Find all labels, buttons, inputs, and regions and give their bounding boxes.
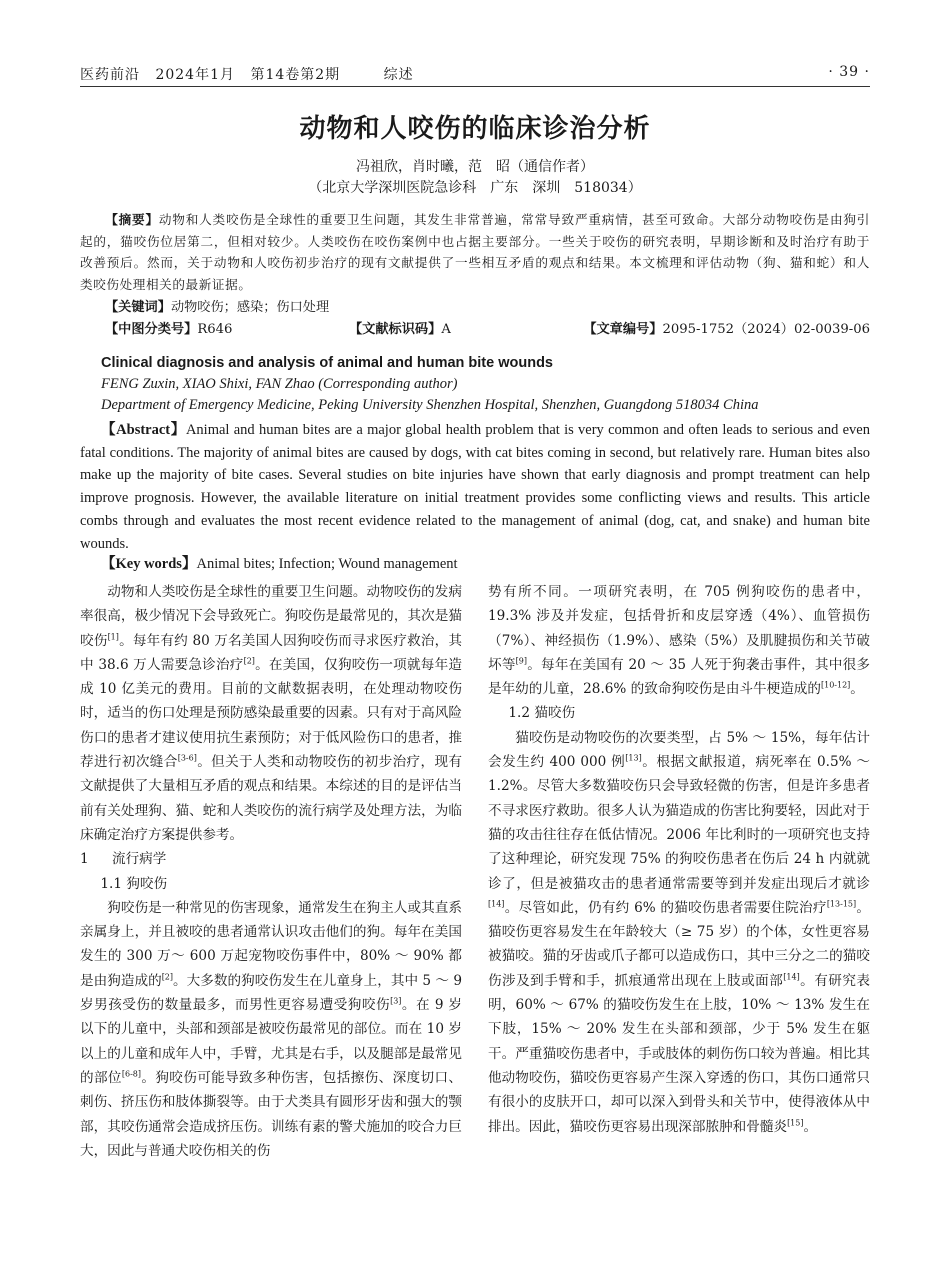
english-abstract-text: Animal and human bites are a major global health problem that is very common and often leads to serious and even fatal conditions. The majority of animal bites are caused by dogs, with cat bites coming in second, but relatively rare. Human bites also make up the majority of bite cases. Several studies on bite injuries have shown that early diagnosis and prompt treatment can help improve prognosis. However, the available literature on initial treatment provides some conflicting views and results. This article combs through and evaluates the most recent evidence related to the management of animal (dog, cat, and snake) and human bite wounds. [80, 422, 870, 552]
intro-paragraph: 动物和人类咬伤是全球性的重要卫生问题。动物咬伤的发病率很高，极少情况下会导致死亡。狗咬伤是最常见的，其次是猫咬伤[1]。每年有约 80 万名美国人因狗咬伤而寻求医疗救治，其中 38.6 万人需要急诊治疗[2]。在美国，仅狗咬伤一项就每年造成 10 亿美元的费用。目前的文献数据表明，在处理动物咬伤时，适当的伤口处理是预防感染最重要的因素。只有对于高风险伤口的患者才建议使用抗生素预防；对于低风险伤口的患者，推荐进行初次缝合[3-6]。但关于人类和动物咬伤的初步治疗，现有文献提供了大量相互矛盾的观点和结果。本综述的目的是评估当前有关处理狗、猫、蛇和人类咬伤的流行病学及处理方法，为临床确定治疗方案提供参考。 [80, 584, 463, 843]
english-keywords-label: 【Key words】 [101, 556, 197, 572]
citation-ref: [6-8] [121, 1069, 141, 1079]
column-name: 综述 [383, 67, 414, 83]
english-abstract [80, 419, 870, 555]
section-number: 1 [80, 851, 89, 868]
section-heading [80, 847, 462, 871]
body-columns [80, 580, 870, 1220]
citation-ref: [2] [243, 656, 255, 666]
clc-label: 【中图分类号】 [105, 322, 198, 337]
dog-bite-paragraph: 狗咬伤是一种常见的伤害现象，通常发生在狗主人或其直系亲属身上，并且被咬的患者通常认识攻击他们的狗。每年在美国发生的 300 万～ 600 万起宠物咬伤事件中，80% ～ 90% 都是由狗造成的[2]。大多数的狗咬伤发生在儿童身上，其中 5 ～ 9 岁男孩受伤的数量最多，而男性更容易遭受狗咬伤[3]。在 9 岁以下的儿童中，头部和颈部是被咬伤最常见的部位。而在 10 岁以上的儿童和成年人中，手臂，尤其是右手，以及腿部是最常见的部位[6-8]。狗咬伤可能导致多种伤害，包括擦伤、深度切口、刺伤、挤压伤和肢体撕裂等。由于犬类具有圆形牙齿和强大的颚部，其咬伤通常会造成挤压伤。训练有素的警犬施加的咬合力巨大，因此与普通犬咬伤相关的伤 [80, 899, 463, 1159]
keywords-cn-text: 动物咬伤；感染；伤口处理 [170, 300, 330, 315]
keywords-cn-label: 【关键词】 [105, 300, 171, 315]
citation-ref: [3] [390, 996, 402, 1006]
dog-bite-continued: 势有所不同。一项研究表明，在 705 例狗咬伤的患者中，19.3% 涉及并发症，包括骨折和皮层穿透（4%）、血管损伤（7%）、神经损伤（1.9%）、感染（5%）及肌腱损伤和关节破坏等[9]。每年在美国有 20 ～ 35 人死于狗袭击事件，其中很多是年幼的儿童，28.6% 的致命狗咬伤是由斗牛梗造成的[10-12]。 [488, 584, 870, 698]
english-title: Clinical diagnosis and analysis of animal and human bite wounds [101, 355, 553, 371]
citation-ref: [1] [107, 632, 119, 642]
issue-date: 2024年1月 [155, 67, 235, 83]
doc-label: 【文献标识码】 [349, 322, 442, 337]
journal-name: 医药前沿 [80, 67, 140, 83]
running-header [80, 62, 870, 87]
article-value: 2095-1752（2024）02-0039-06 [662, 322, 870, 337]
english-affiliation: Department of Emergency Medicine, Peking University Shenzhen Hospital, Shenzhen, Guangdong 518034 China [101, 397, 759, 413]
citation-ref: [10-12] [820, 680, 851, 690]
clc-value: R646 [197, 322, 233, 337]
abstract-cn [80, 209, 870, 295]
article-label: 【文章编号】 [583, 322, 663, 337]
citation-ref: [15] [787, 1118, 804, 1127]
citation-ref: [3-6] [177, 753, 197, 763]
affiliation: （北京大学深圳医院急诊科 广东 深圳 518034） [308, 180, 642, 196]
clc-number [105, 319, 232, 341]
document-code [349, 319, 451, 341]
abstract-cn-text: 动物和人类咬伤是全球性的重要卫生问题，其发生非常普遍，常常导致严重病情，甚至可致命。大部分动物咬伤是由狗引起的，猫咬伤位居第二，但相对较少。人类咬伤在咬伤案例中也占据主要部分。一些关于咬伤的研究表明，早期诊断和及时治疗有助于改善预后。然而，关于动物和人咬伤初步治疗的现有文献提供了一些相互矛盾的观点和结果。本文梳理和评估动物（狗、猫和蛇）和人类咬伤处理相关的最新证据。 [80, 212, 870, 292]
citation-ref: [9] [515, 656, 527, 666]
citation-ref: [14] [783, 972, 800, 982]
subsection-heading: 1.1 狗咬伤 [100, 875, 168, 892]
english-keywords-text: Animal bites; Infection; Wound management [196, 556, 458, 572]
author-list: 冯祖欣，肖时曦，范 昭（通信作者） [356, 159, 594, 175]
article-title: 动物和人咬伤的临床诊治分析 [299, 114, 651, 144]
english-keywords [101, 552, 458, 573]
journal-page [80, 0, 870, 1280]
volume-issue: 第14卷第2期 [250, 67, 341, 83]
section-title: 流行病学 [112, 851, 167, 868]
english-authors: FENG Zuxin, XIAO Shixi, FAN Zhao (Corresponding author) [101, 376, 458, 392]
cat-bite-paragraph: 猫咬伤是动物咬伤的次要类型，占 5% ～ 15%，每年估计会发生约 400 000 例[13]。根据文献报道，病死率在 0.5% ～ 1.2%。尽管大多数猫咬伤只会导致轻微的伤害，但是许多患者不寻求医疗救助。很多人认为猫造成的伤害比狗要轻，因此对于猫的攻击往往存在低估情况。2006 年比利时的一项研究也支持了这种理论，研究发现 75% 的狗咬伤患者在伤后 24 h 内就就诊了，但是被猫攻击的患者通常需要等到并发症出现后才就诊[14]。尽管如此，仍有约 6% 的猫咬伤患者需要住院治疗[13-15]。猫咬伤更容易发生在年龄较大（≥ 75 岁）的个体，女性更容易被猫咬。猫的牙齿或爪子都可以造成伤口，其中三分之二的猫咬伤涉及到手臂和手，抓痕通常出现在上肢或面部[14]。有研究表明，60% ～ 67% 的猫咬伤发生在上肢，10% ～ 13% 发生在下肢，15% ～ 20% 发生在头部和颈部，少于 5% 发生在躯干。严重猫咬伤患者中，手或肢体的刺伤伤口较为普遍。相比其他动物咬伤，猫咬伤更容易产生深入穿透的伤口，其伤口通常只有很小的皮肤开口，却可以深入到骨头和关节中，使得液体从中排出。因此，猫咬伤更容易出现深部脓肿和骨髓炎[15]。 [488, 729, 871, 1135]
left-column [80, 580, 462, 1163]
citation-ref: [14] [488, 899, 505, 909]
subsection-heading: 1.2 猫咬伤 [508, 705, 576, 722]
article-number [583, 319, 870, 341]
doc-value: A [441, 322, 451, 337]
citation-ref: [13-15] [826, 899, 857, 909]
page-number: · 39 · [828, 64, 870, 80]
citation-ref: [13] [625, 753, 642, 763]
header-left [80, 64, 424, 84]
keywords-cn [105, 297, 895, 319]
citation-ref: [2] [161, 972, 174, 982]
right-column [488, 580, 870, 1139]
abstract-cn-label: 【摘要】 [105, 212, 159, 227]
english-abstract-label: 【Abstract】 [101, 422, 186, 438]
